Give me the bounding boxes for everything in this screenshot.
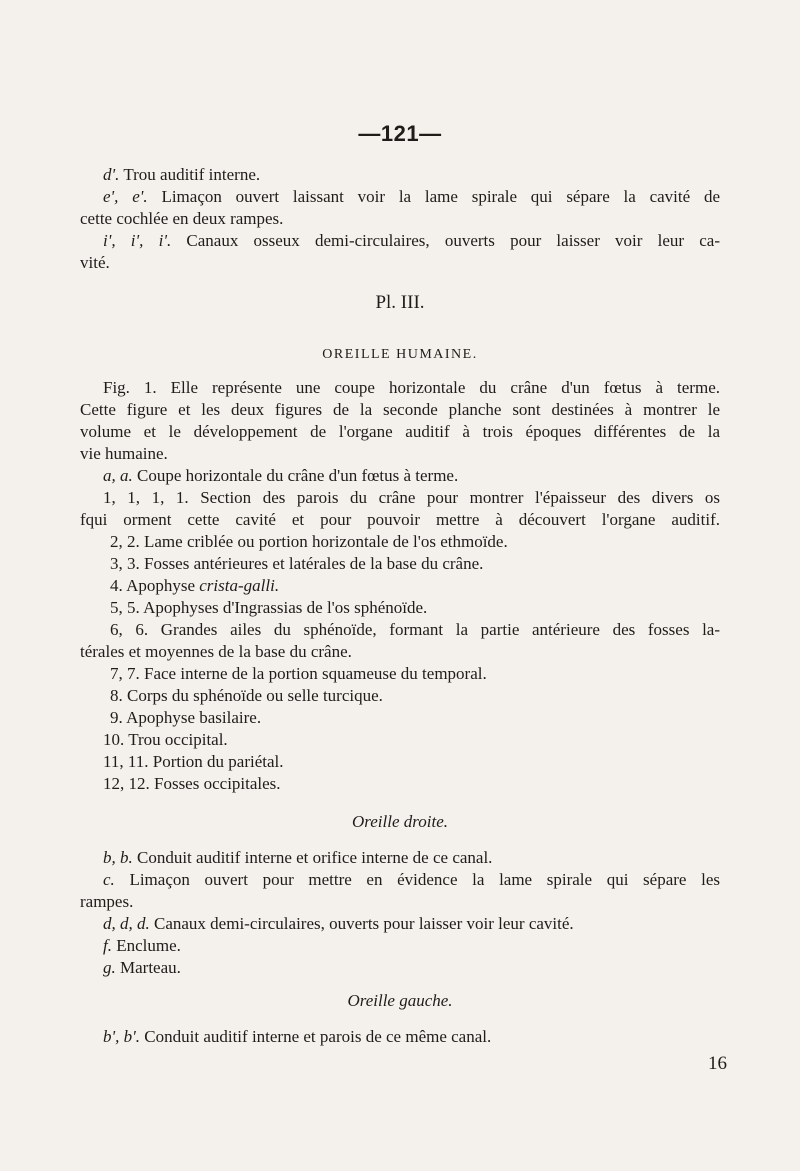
signature-mark: 16 bbox=[708, 1053, 727, 1074]
plate-title: Pl. III. bbox=[375, 292, 425, 313]
entry-text: Fosses antérieures et latérales de la base du crâne. bbox=[144, 554, 484, 573]
entry-label: f. bbox=[103, 936, 112, 955]
legend-entry-1-cont: fqui orment cette cavité et pour pouvoir mettre à découvert l'organe auditif. bbox=[80, 510, 720, 529]
entry-text-italic: crista-galli. bbox=[199, 576, 280, 595]
fig-intro-line-2: Cette figure et les deux figures de la seconde planche sont destinées à montrer le bbox=[80, 400, 720, 419]
entry-text: Face interne de la portion squameuse du temporal. bbox=[144, 664, 487, 683]
legend-entry-11 bbox=[103, 751, 720, 773]
legend-entry-8 bbox=[110, 685, 720, 707]
legend-entry-12 bbox=[103, 773, 720, 795]
legend-entry-d bbox=[103, 913, 720, 935]
legend-entry-f bbox=[103, 935, 720, 957]
entry-label: d, d, d. bbox=[103, 914, 150, 933]
entry-label: 4. bbox=[110, 576, 123, 595]
legend-entry-1 bbox=[103, 487, 720, 509]
legend-entry-b bbox=[103, 847, 720, 869]
entry-label: 3, 3. bbox=[110, 554, 140, 573]
legend-entry-c bbox=[103, 869, 720, 891]
entry-text: Lame criblée ou portion horizontale de l'os ethmoïde. bbox=[144, 532, 508, 551]
fig-intro-line-4: vie humaine. bbox=[80, 444, 168, 463]
legend-entry-e-prime bbox=[103, 186, 720, 208]
entry-label: 6, 6. bbox=[110, 620, 149, 639]
entry-text: Portion du pariétal. bbox=[152, 752, 284, 771]
entry-label: e', e'. bbox=[103, 187, 148, 206]
legend-entry-9 bbox=[110, 707, 720, 729]
entry-text: Trou occipital. bbox=[128, 730, 228, 749]
subsection-title-oreille-droite: Oreille droite. bbox=[352, 812, 448, 831]
entry-label: 10. bbox=[103, 730, 125, 749]
subsection-title-oreille-gauche: Oreille gauche. bbox=[347, 991, 453, 1010]
entry-text: Apophyse basilaire. bbox=[126, 708, 262, 727]
entry-label: 5, 5. bbox=[110, 598, 140, 617]
entry-text: Apophyses d'Ingrassias de l'os sphénoïde. bbox=[143, 598, 428, 617]
legend-entry-10 bbox=[103, 729, 720, 751]
legend-entry-a bbox=[103, 465, 720, 487]
legend-entry-e-prime-cont: cette cochlée en deux rampes. bbox=[80, 209, 284, 228]
fig-intro-line-1: Fig. 1. Elle représente une coupe horizontale du crâne d'un fœtus à terme. bbox=[103, 378, 720, 397]
legend-entry-g bbox=[103, 957, 720, 979]
entry-text: Corps du sphénoïde ou selle turcique. bbox=[127, 686, 383, 705]
entry-label: c. bbox=[103, 870, 115, 889]
legend-entry-c-cont: rampes. bbox=[80, 892, 134, 911]
entry-label: 12, 12. bbox=[103, 774, 150, 793]
entry-label: 1, 1, 1, 1. bbox=[103, 488, 189, 507]
entry-label: 2, 2. bbox=[110, 532, 140, 551]
legend-entry-b-prime bbox=[103, 1026, 720, 1048]
page-number: —121— bbox=[358, 121, 442, 146]
entry-label: b', b'. bbox=[103, 1027, 141, 1046]
section-title: OREILLE HUMAINE. bbox=[322, 347, 478, 362]
entry-text: Limaçon ouvert pour mettre en évidence la lame spirale qui sépare les bbox=[129, 870, 720, 889]
entry-label: i', i', i'. bbox=[103, 231, 172, 250]
legend-entry-i-prime bbox=[103, 230, 720, 252]
entry-text: Conduit auditif interne et orifice interne de ce canal. bbox=[137, 848, 493, 867]
legend-entry-d-prime bbox=[103, 164, 720, 186]
entry-label: d'. bbox=[103, 165, 120, 184]
entry-text: Conduit auditif interne et parois de ce même canal. bbox=[144, 1027, 492, 1046]
entry-text: Marteau. bbox=[120, 958, 181, 977]
entry-text: Canaux osseux demi-circulaires, ouverts pour laisser voir leur ca- bbox=[186, 231, 720, 250]
fig-intro-line-3: volume et le développement de l'organe auditif à trois époques différentes de la bbox=[80, 422, 720, 441]
entry-text: Coupe horizontale du crâne d'un fœtus à terme. bbox=[137, 466, 459, 485]
legend-entry-5 bbox=[110, 597, 720, 619]
entry-text: Section des parois du crâne pour montrer l'épaisseur des divers os bbox=[200, 488, 720, 507]
legend-entry-2 bbox=[110, 531, 720, 553]
entry-text: Grandes ailes du sphénoïde, formant la partie antérieure des fosses la- bbox=[160, 620, 721, 639]
legend-entry-i-prime-cont: vité. bbox=[80, 253, 110, 272]
entry-label: 11, 11. bbox=[103, 752, 149, 771]
legend-entry-7 bbox=[110, 663, 720, 685]
legend-entry-6 bbox=[110, 619, 720, 641]
entry-label: 9. bbox=[110, 708, 123, 727]
legend-entry-3 bbox=[110, 553, 720, 575]
entry-label: g. bbox=[103, 958, 116, 977]
entry-text: Limaçon ouvert laissant voir la lame spirale qui sépare la cavité de bbox=[161, 187, 720, 206]
entry-label: 8. bbox=[110, 686, 123, 705]
entry-label: b, b. bbox=[103, 848, 133, 867]
entry-text: Enclume. bbox=[116, 936, 181, 955]
entry-text: Canaux demi-circulaires, ouverts pour laisser voir leur cavité. bbox=[154, 914, 574, 933]
entry-label: 7, 7. bbox=[110, 664, 140, 683]
entry-label: a, a. bbox=[103, 466, 133, 485]
entry-text: Fosses occipitales. bbox=[154, 774, 281, 793]
legend-entry-6-cont: térales et moyennes de la base du crâne. bbox=[80, 642, 352, 661]
legend-entry-4 bbox=[110, 575, 720, 597]
entry-text: Apophyse bbox=[126, 576, 196, 595]
entry-text: Trou auditif interne. bbox=[123, 165, 261, 184]
